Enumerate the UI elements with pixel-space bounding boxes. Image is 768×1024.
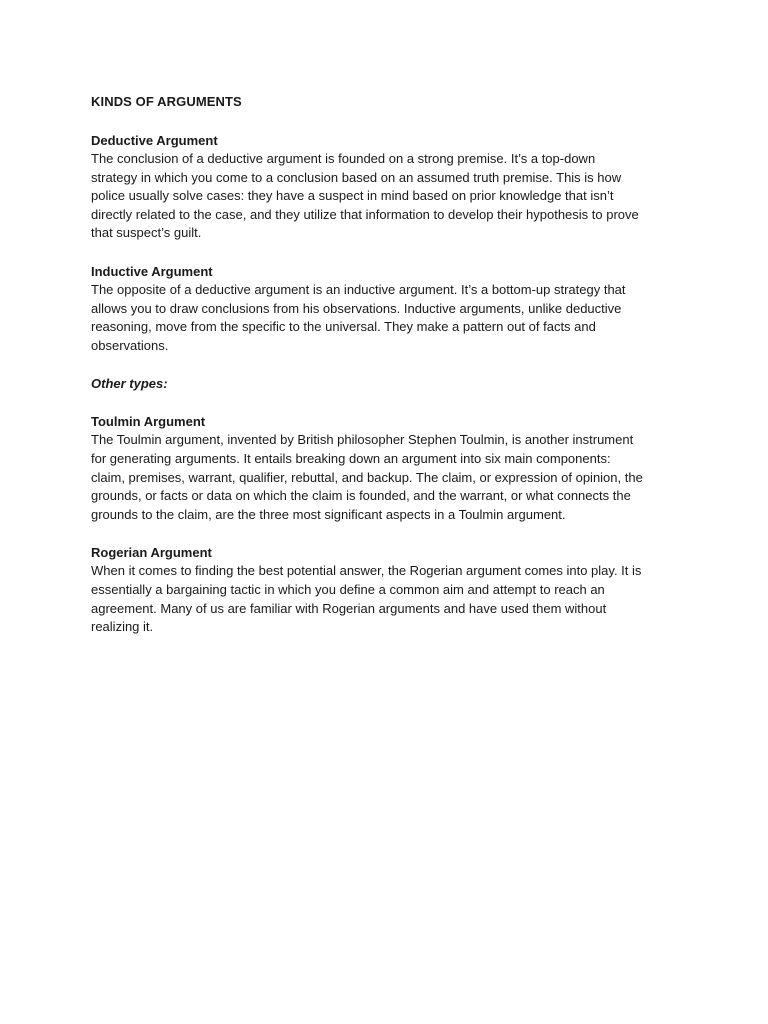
body-line: claim, premises, warrant, qualifier, rebuttal, and backup. The claim, or expression of opinion, the: [91, 469, 643, 485]
section-body: [91, 150, 691, 243]
document-page: [91, 92, 691, 656]
section-heading: Toulmin Argument: [91, 414, 206, 430]
body-line: The opposite of a deductive argument is an inductive argument. It’s a bottom-up strategy that: [91, 281, 626, 297]
section-deductive: [91, 131, 691, 243]
section-body: [91, 281, 691, 355]
body-line: police usually solve cases: they have a suspect in mind based on prior knowledge that isn’t: [91, 188, 614, 204]
body-line: observations.: [91, 337, 169, 353]
body-line: grounds, or facts or data on which the claim is founded, and the warrant, or what connects the: [91, 488, 631, 504]
body-line: strategy in which you come to a conclusion based on an assumed truth premise. This is how: [91, 169, 622, 185]
body-line: realizing it.: [91, 619, 154, 635]
document-title: KINDS OF ARGUMENTS: [91, 94, 242, 109]
body-line: agreement. Many of us are familiar with Rogerian arguments and have used them without: [91, 600, 607, 616]
body-line: for generating arguments. It entails breaking down an argument into six main components:: [91, 450, 611, 466]
section-body: [91, 431, 691, 524]
body-line: reasoning, move from the specific to the universal. They make a pattern out of facts and: [91, 319, 596, 335]
section-inductive: [91, 262, 691, 355]
section-rogerian: [91, 543, 691, 636]
section-heading: Rogerian Argument: [91, 545, 212, 561]
section-heading: Inductive Argument: [91, 263, 213, 279]
body-line: The conclusion of a deductive argument is founded on a strong premise. It’s a top-down: [91, 151, 596, 166]
body-line: The Toulmin argument, invented by British philosopher Stephen Toulmin, is another instrument: [91, 432, 634, 448]
section-heading: Deductive Argument: [91, 133, 218, 148]
other-types-label: Other types:: [91, 376, 168, 392]
body-line: grounds to the claim, are the three most significant aspects in a Toulmin argument.: [91, 506, 566, 522]
section-toulmin: [91, 412, 691, 524]
section-body: [91, 562, 691, 636]
body-line: essentially a bargaining tactic in which you define a common aim and attempt to reach an: [91, 581, 605, 597]
body-line: When it comes to finding the best potential answer, the Rogerian argument comes into play. It is: [91, 563, 642, 579]
body-line: that suspect’s guilt.: [91, 225, 202, 241]
body-line: directly related to the case, and they utilize that information to develop their hypothesis to prove: [91, 206, 639, 222]
body-line: allows you to draw conclusions from his observations. Inductive arguments, unlike deductive: [91, 300, 622, 316]
